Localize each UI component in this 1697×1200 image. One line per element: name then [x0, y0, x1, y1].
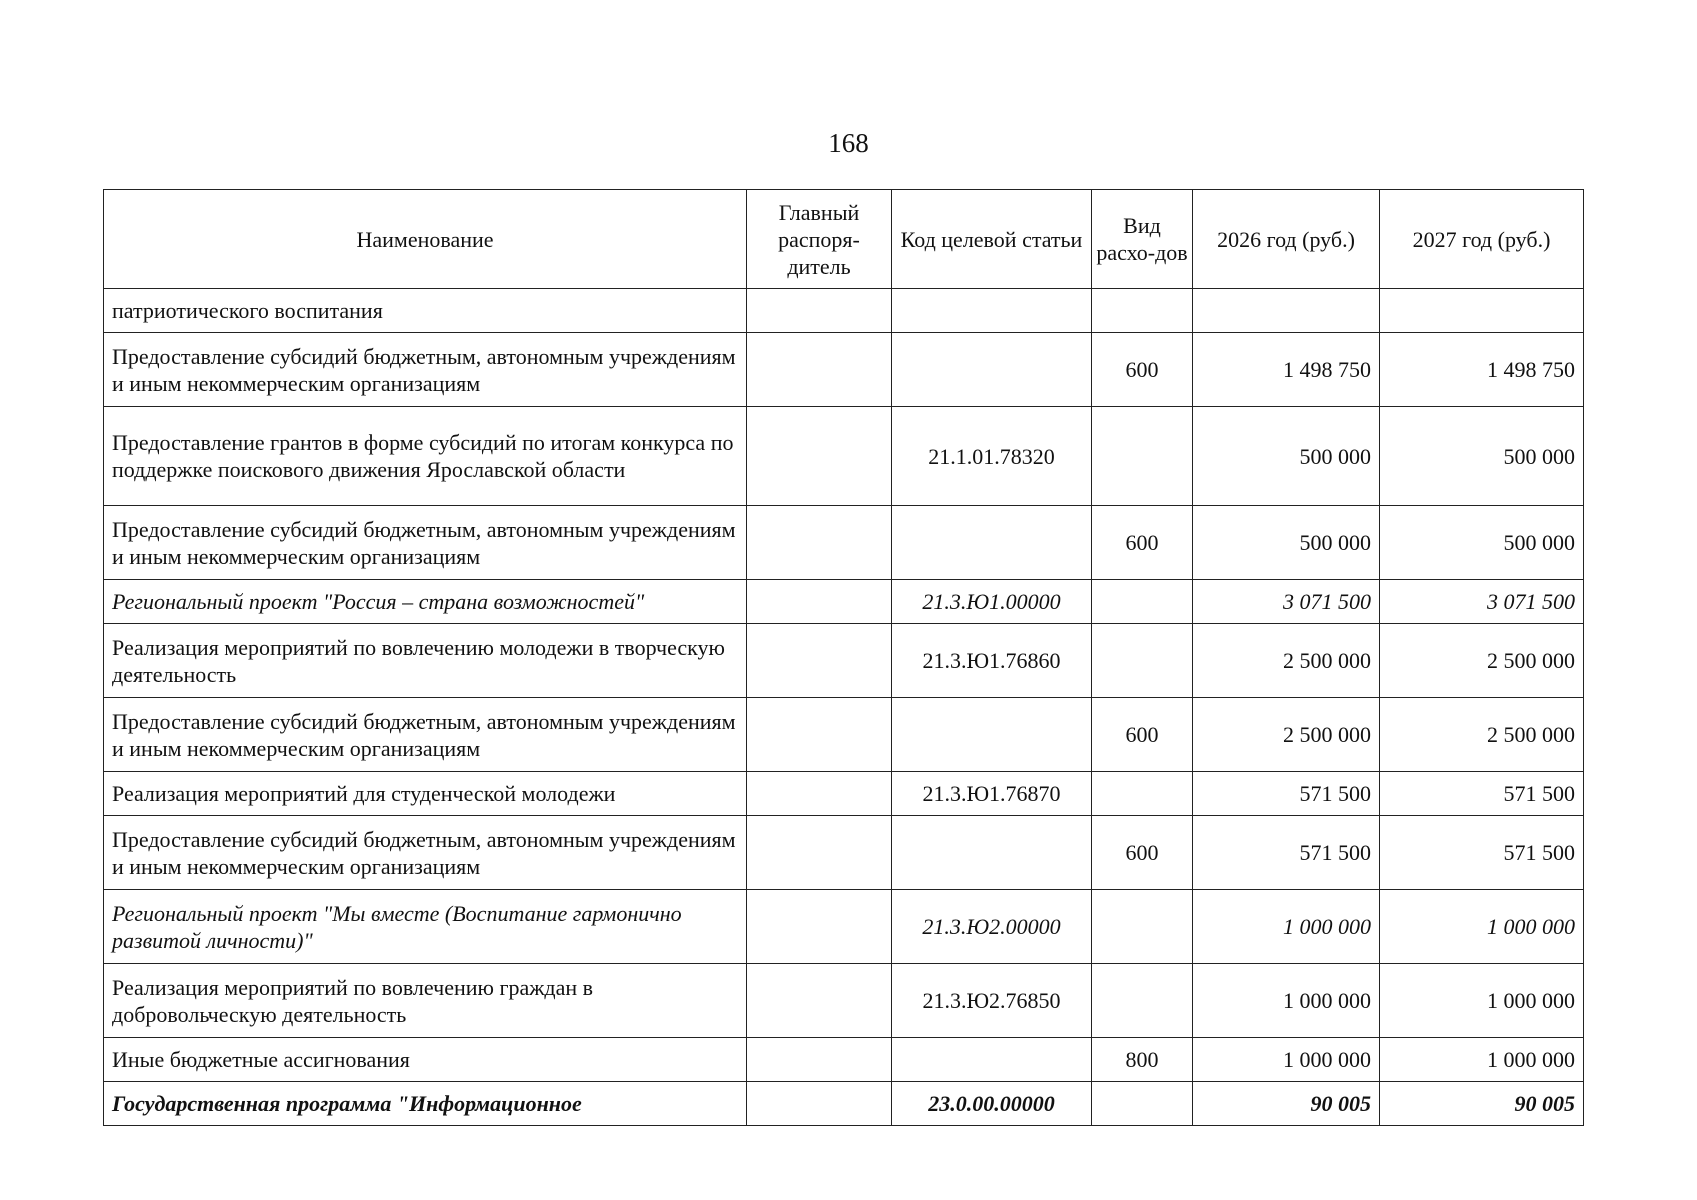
header-name: Наименование [104, 190, 747, 289]
cell-name: Предоставление субсидий бюджетным, автономным учреждениям и иным некоммерческим организациям [104, 698, 747, 772]
cell-expense-type [1092, 624, 1193, 698]
cell-2027: 90 005 [1380, 1082, 1584, 1126]
cell-2027: 1 000 000 [1380, 964, 1584, 1038]
cell-2027 [1380, 289, 1584, 333]
cell-main-manager [747, 1082, 892, 1126]
table-row [104, 964, 1584, 1038]
cell-target-code [892, 333, 1092, 407]
cell-target-code: 21.3.Ю1.76870 [892, 772, 1092, 816]
table-row [104, 1038, 1584, 1082]
table-row [104, 698, 1584, 772]
cell-main-manager [747, 407, 892, 506]
cell-2026: 1 498 750 [1193, 333, 1380, 407]
cell-name: патриотического воспитания [104, 289, 747, 333]
cell-expense-type: 800 [1092, 1038, 1193, 1082]
budget-table [103, 189, 1584, 1126]
cell-target-code: 23.0.00.00000 [892, 1082, 1092, 1126]
page-number: 168 [828, 128, 869, 158]
cell-2027: 571 500 [1380, 772, 1584, 816]
table-row [104, 624, 1584, 698]
cell-2027: 1 000 000 [1380, 890, 1584, 964]
cell-expense-type [1092, 1082, 1193, 1126]
cell-expense-type: 600 [1092, 816, 1193, 890]
cell-2027: 1 498 750 [1380, 333, 1584, 407]
cell-target-code [892, 506, 1092, 580]
cell-2026 [1193, 289, 1380, 333]
header-expense-type: Вид расхо-дов [1092, 190, 1193, 289]
cell-target-code [892, 816, 1092, 890]
cell-2027: 571 500 [1380, 816, 1584, 890]
table-row-project [104, 580, 1584, 624]
table-row [104, 289, 1584, 333]
cell-2027: 500 000 [1380, 506, 1584, 580]
table-row [104, 816, 1584, 890]
cell-target-code: 21.3.Ю2.76850 [892, 964, 1092, 1038]
cell-expense-type [1092, 289, 1193, 333]
cell-expense-type: 600 [1092, 333, 1193, 407]
cell-target-code: 21.3.Ю1.00000 [892, 580, 1092, 624]
cell-expense-type [1092, 890, 1193, 964]
cell-name: Региональный проект "Мы вместе (Воспитание гармонично развитой личности)" [104, 890, 747, 964]
cell-name: Региональный проект "Россия – страна возможностей" [104, 580, 747, 624]
cell-expense-type [1092, 964, 1193, 1038]
cell-name: Предоставление субсидий бюджетным, автономным учреждениям и иным некоммерческим организациям [104, 816, 747, 890]
cell-name: Реализация мероприятий по вовлечению граждан в добровольческую деятельность [104, 964, 747, 1038]
cell-target-code: 21.3.Ю1.76860 [892, 624, 1092, 698]
cell-target-code: 21.3.Ю2.00000 [892, 890, 1092, 964]
cell-2026: 90 005 [1193, 1082, 1380, 1126]
cell-expense-type: 600 [1092, 506, 1193, 580]
cell-main-manager [747, 772, 892, 816]
cell-main-manager [747, 624, 892, 698]
cell-2027: 3 071 500 [1380, 580, 1584, 624]
cell-name: Предоставление субсидий бюджетным, автономным учреждениям и иным некоммерческим организациям [104, 333, 747, 407]
cell-main-manager [747, 1038, 892, 1082]
table-row [104, 772, 1584, 816]
cell-expense-type: 600 [1092, 698, 1193, 772]
cell-name: Реализация мероприятий для студенческой молодежи [104, 772, 747, 816]
cell-2027: 2 500 000 [1380, 624, 1584, 698]
header-2027: 2027 год (руб.) [1380, 190, 1584, 289]
cell-name: Иные бюджетные ассигнования [104, 1038, 747, 1082]
cell-2026: 571 500 [1193, 816, 1380, 890]
cell-2026: 1 000 000 [1193, 890, 1380, 964]
cell-name: Предоставление грантов в форме субсидий по итогам конкурса по поддержке поискового движения Ярославской области [104, 407, 747, 506]
cell-2026: 571 500 [1193, 772, 1380, 816]
cell-2026: 500 000 [1193, 506, 1380, 580]
cell-2026: 3 071 500 [1193, 580, 1380, 624]
header-row [104, 190, 1584, 289]
cell-2027: 1 000 000 [1380, 1038, 1584, 1082]
cell-2026: 500 000 [1193, 407, 1380, 506]
cell-name: Государственная программа "Информационное [104, 1082, 747, 1126]
cell-name: Предоставление субсидий бюджетным, автономным учреждениям и иным некоммерческим организациям [104, 506, 747, 580]
table-row-project [104, 890, 1584, 964]
header-2026: 2026 год (руб.) [1193, 190, 1380, 289]
cell-main-manager [747, 964, 892, 1038]
table-row [104, 333, 1584, 407]
table-row-program [104, 1082, 1584, 1126]
cell-target-code [892, 698, 1092, 772]
cell-2026: 2 500 000 [1193, 698, 1380, 772]
cell-expense-type [1092, 772, 1193, 816]
header-main-manager: Главный распоря-дитель [747, 190, 892, 289]
header-target-code: Код целевой статьи [892, 190, 1092, 289]
table-row [104, 506, 1584, 580]
cell-target-code: 21.1.01.78320 [892, 407, 1092, 506]
cell-2026: 1 000 000 [1193, 964, 1380, 1038]
cell-2026: 1 000 000 [1193, 1038, 1380, 1082]
table-row [104, 407, 1584, 506]
cell-target-code [892, 1038, 1092, 1082]
cell-main-manager [747, 816, 892, 890]
cell-expense-type [1092, 580, 1193, 624]
cell-main-manager [747, 289, 892, 333]
cell-main-manager [747, 580, 892, 624]
cell-2026: 2 500 000 [1193, 624, 1380, 698]
cell-2027: 2 500 000 [1380, 698, 1584, 772]
cell-2027: 500 000 [1380, 407, 1584, 506]
cell-main-manager [747, 333, 892, 407]
cell-name: Реализация мероприятий по вовлечению молодежи в творческую деятельность [104, 624, 747, 698]
cell-target-code [892, 289, 1092, 333]
cell-main-manager [747, 506, 892, 580]
cell-expense-type [1092, 407, 1193, 506]
cell-main-manager [747, 698, 892, 772]
cell-main-manager [747, 890, 892, 964]
